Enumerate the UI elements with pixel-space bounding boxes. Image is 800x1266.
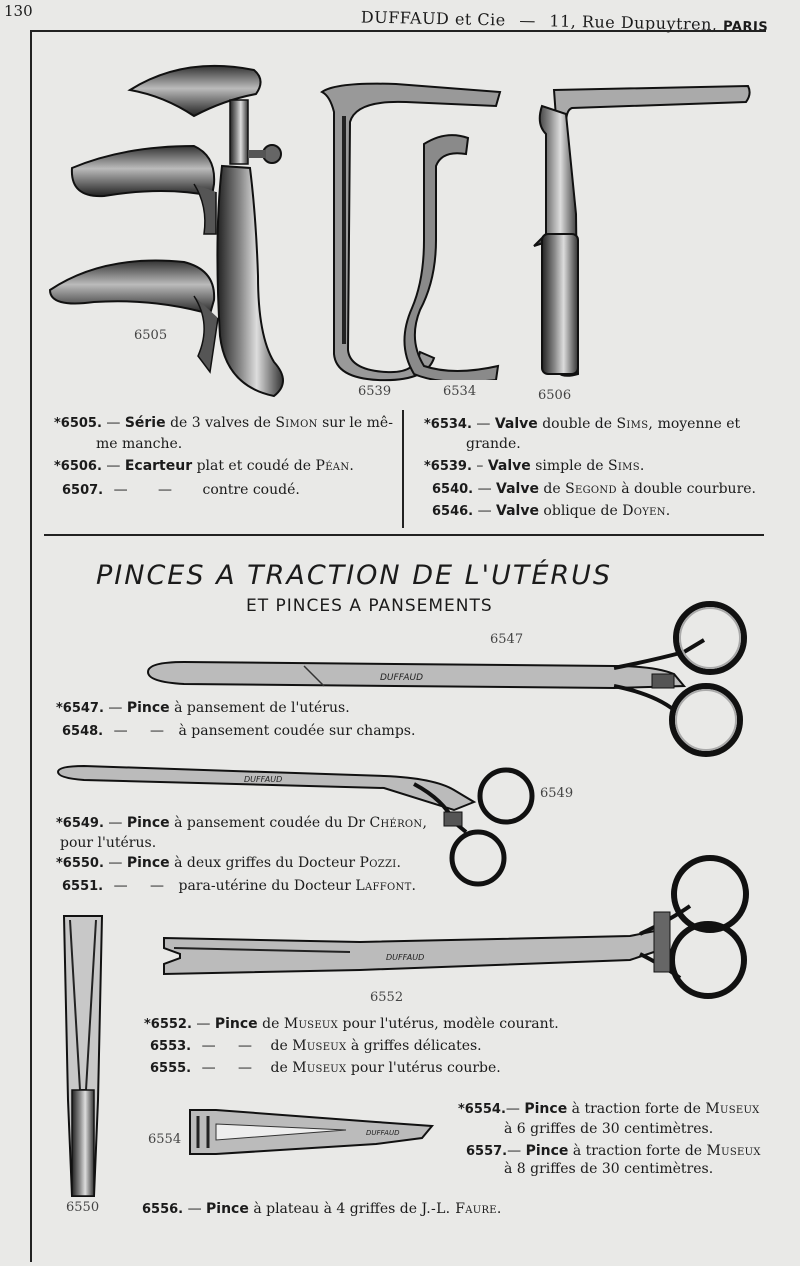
figure-label-6506: 6506 (538, 388, 572, 403)
entry-6550 (56, 852, 401, 875)
entry-6546 (432, 500, 671, 523)
header-address: 11, Rue Dupuytren, (548, 11, 718, 34)
entry-number: 6540. (432, 482, 474, 497)
entry-text: de (262, 1016, 280, 1032)
entry-number: *6505. (54, 416, 102, 431)
entry-number: 6557. (466, 1144, 508, 1159)
entry-6548 (62, 720, 415, 743)
entry-text: double de (542, 416, 613, 432)
entry-text: oblique de (543, 503, 618, 519)
entry-text: pour l'utérus, modèle courant. (342, 1016, 559, 1032)
entry-text: para-utérine du Docteur (178, 878, 351, 894)
valves-6505-illustration (44, 56, 284, 406)
entry-person: Museux (283, 1016, 339, 1032)
dash: — (187, 1201, 202, 1217)
entry-6552 (144, 1013, 559, 1036)
dash: — (113, 723, 128, 739)
entry-number: *6554. (458, 1102, 506, 1117)
header-publisher: DUFFAUD et Cie (360, 7, 506, 30)
dash: — (196, 1016, 211, 1032)
entry-number: *6506. (54, 459, 102, 474)
entry-name: Pince (524, 1101, 568, 1117)
entry-text: pour l'utérus courbe. (350, 1060, 501, 1076)
entry-text: sur le mê- (322, 415, 393, 431)
entry-number: 6507. (62, 483, 104, 498)
entry-person: Péan. (315, 458, 355, 474)
column-divider (402, 410, 404, 528)
entry-text: à pansement de l'utérus. (174, 700, 350, 716)
engraved-brand: DUFFAUD (386, 953, 425, 962)
entry-name: Valve (494, 416, 538, 432)
entry-name: Série (124, 415, 166, 431)
entry-text: à double courbure. (621, 481, 756, 497)
entry-6505 (54, 412, 393, 435)
dash: — (113, 482, 128, 498)
entry-6534-continued: grande. (466, 436, 521, 452)
dash: — (106, 458, 121, 474)
entry-number: 6548. (62, 724, 104, 739)
ditto-dash: — (238, 1060, 253, 1076)
entry-number: 6553. (150, 1039, 192, 1054)
entry-person: Museux (292, 1038, 347, 1054)
figure-label-6539: 6539 (358, 384, 392, 399)
entry-text: à plateau à 4 griffes de (253, 1201, 418, 1217)
engraved-brand: DUFFAUD (380, 673, 424, 683)
entry-6547 (56, 697, 350, 720)
header-city: PARIS (722, 19, 768, 35)
entry-6554-continued: à 6 griffes de 30 centimètres. (504, 1121, 714, 1137)
entry-text: simple de (535, 458, 604, 474)
entry-name: Ecarteur (124, 458, 193, 474)
entry-6556 (142, 1198, 502, 1221)
figure-label-6505: 6505 (134, 328, 168, 343)
entry-number: *6534. (424, 417, 472, 432)
entry-text: moyenne et (657, 416, 741, 432)
entry-name: Pince (214, 1016, 258, 1032)
section-divider (44, 534, 764, 536)
entry-person: Sims, (616, 416, 654, 432)
entry-text: à pansement coudée du (174, 815, 343, 831)
entry-text: plat et coudé de (196, 458, 312, 474)
figure-label-6550: 6550 (66, 1200, 100, 1215)
section-subtitle: ET PINCES A PANSEMENTS (246, 596, 493, 616)
forceps-6554-illustration (186, 1104, 436, 1160)
dash: — (201, 1038, 216, 1054)
entry-6539 (424, 455, 645, 478)
entry-person: Pozzi. (359, 855, 402, 871)
entry-text: à deux griffes du Docteur (174, 855, 356, 871)
entry-person: Segond (565, 481, 617, 497)
engraved-brand: DUFFAUD (244, 775, 283, 784)
page-number: 130 (4, 2, 33, 20)
ditto-dash: — (238, 1038, 253, 1054)
valve-6506-illustration (528, 84, 752, 384)
entry-number: 6555. (150, 1061, 192, 1076)
entry-person: Museux (292, 1060, 347, 1076)
entry-name: Pince (525, 1143, 569, 1159)
entry-number: *6552. (144, 1017, 192, 1032)
entry-6506 (54, 455, 354, 478)
entry-number: *6550. (56, 856, 104, 871)
entry-6553 (150, 1035, 482, 1058)
entry-6505-continued: me manche. (96, 436, 183, 452)
ditto-dash: — (158, 482, 173, 498)
entry-name: Valve (487, 458, 531, 474)
dash: — (108, 700, 123, 716)
entry-text: à griffes délicates. (350, 1038, 482, 1054)
entry-text: de (543, 481, 561, 497)
entry-person: Doyen. (622, 503, 671, 519)
valve-6534-illustration (402, 130, 502, 380)
entry-text: de (270, 1060, 288, 1076)
dash: — (106, 415, 121, 431)
entry-name: Pince (126, 815, 170, 831)
dash: — (477, 503, 492, 519)
figure-label-6554: 6554 (148, 1132, 182, 1147)
entry-person: Chéron, (369, 815, 428, 831)
entry-person: Sims. (608, 458, 645, 474)
figure-label-6549: 6549 (540, 786, 574, 801)
entry-text: contre coudé. (202, 482, 300, 498)
entry-text: à traction forte de (571, 1101, 701, 1117)
entry-6549-continued: pour l'utérus. (60, 835, 157, 851)
dash: — (113, 878, 128, 894)
entry-name: Pince (206, 1201, 249, 1217)
ditto-dash: — (150, 878, 165, 894)
ditto-dash: — (150, 723, 165, 739)
entry-name: Pince (126, 855, 170, 871)
dash: — (505, 1101, 520, 1117)
entry-text: à traction forte de (572, 1143, 703, 1159)
entry-person: Museux (706, 1143, 761, 1159)
engraved-brand: DUFFAUD (366, 1129, 400, 1137)
section-title: PINCES A TRACTION DE L'UTÉRUS (96, 560, 613, 591)
entry-name: Valve (496, 481, 539, 497)
figure-label-6552: 6552 (370, 990, 404, 1005)
dash: — (477, 481, 492, 497)
dash: — (476, 416, 491, 432)
entry-6557-continued: à 8 griffes de 30 centimètres. (504, 1161, 714, 1177)
entry-name: Valve (496, 503, 539, 519)
entry-6540 (432, 478, 756, 501)
forceps-6550-illustration (58, 910, 108, 1200)
entry-text: à pansement coudée sur champs. (178, 723, 416, 739)
dash: — (108, 855, 123, 871)
dash: — (507, 1143, 522, 1159)
figure-label-6534: 6534 (443, 384, 477, 399)
entry-person: J.-L. Faure. (421, 1201, 502, 1217)
entry-number: *6547. (56, 701, 104, 716)
dash: – (476, 458, 484, 474)
entry-6551 (62, 875, 416, 898)
dash: — (201, 1060, 216, 1076)
entry-number: 6556. (142, 1202, 184, 1217)
entry-person: Laffont. (355, 878, 417, 894)
entry-number: 6551. (62, 879, 104, 894)
entry-person: Museux (705, 1101, 760, 1117)
header-separator: — (518, 10, 536, 31)
entry-number: *6539. (424, 459, 472, 474)
entry-person: Simon (275, 415, 318, 431)
entry-number: 6546. (432, 504, 474, 519)
dash: — (108, 815, 123, 831)
entry-name: Pince (126, 700, 170, 716)
figure-label-6547: 6547 (490, 632, 524, 647)
entry-title: Dr (347, 815, 365, 831)
entry-text: de 3 valves de (170, 415, 271, 431)
entry-6555 (150, 1057, 501, 1080)
entry-number: *6549. (56, 816, 104, 831)
entry-6507 (62, 479, 300, 502)
entry-text: de (270, 1038, 288, 1054)
